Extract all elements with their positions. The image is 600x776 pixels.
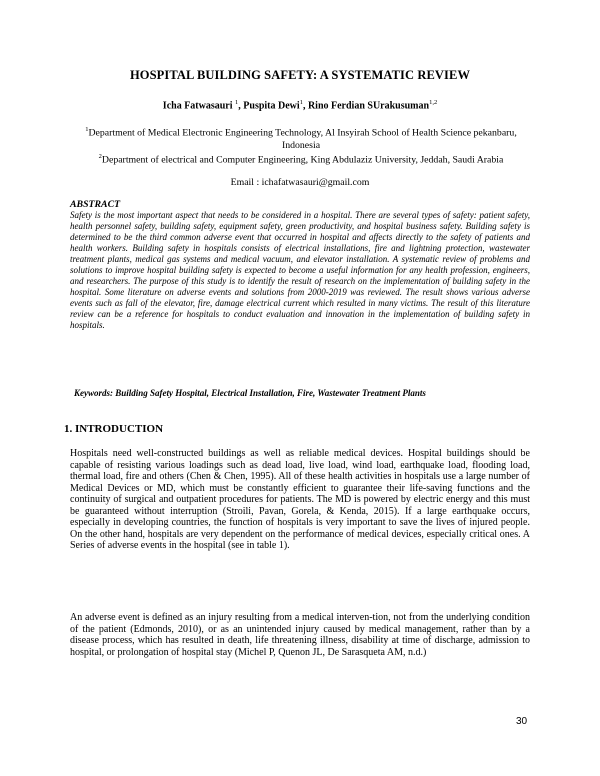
author-3-name: , Rino Ferdian SUrakusuman bbox=[302, 100, 430, 112]
abstract-heading: ABSTRACT bbox=[70, 199, 121, 210]
author-email: Email : ichafatwasauri@gmail.com bbox=[230, 177, 370, 188]
author-3-affil-mark: 1,2 bbox=[429, 99, 438, 106]
affiliation-1-text: Department of Medical Electronic Engineering Technology, Al Insyirah School of Health Science pekanbaru, Indonesia bbox=[88, 127, 517, 151]
intro-paragraph-1: Hospitals need well-constructed buildings as well as reliable medical devices. Hospital buildings should be capable of resisting various loadings such as dead load, live load, wind load, earthquake load, flooding load, thermal load, fire and others (Chen & Chen, 1995). All of these health activities in hospitals use a large number of Medical Devices or MD, which must be constantly efficient to guarantee their life-saving functions and the continuity of surgical and outpatient procedures for patients. The MD is powered by electric energy and this must be guaranteed without interruption (Stroili, Pavan, Gorela, & Kenda, 2015). If a large earthquake occurs, especially in developing countries, the function of hospitals is very important to save the lives of injured people. On the other hand, hospitals are very dependent on the performance of medical devices, especially critical ones. A Series of adverse events in the hospital (see in table 1). bbox=[70, 448, 530, 551]
affiliation-2 bbox=[66, 151, 536, 167]
affiliation-2-text: Department of electrical and Computer Engineering, King Abdulaziz University, Jeddah, Saudi Arabia bbox=[101, 154, 504, 166]
page-number: 30 bbox=[516, 716, 528, 727]
abstract-body: Safety is the most important aspect that needs to be considered in a hospital. There are several types of safety: patient safety, health personnel safety, building safety, equipment safety, green productivity, and hospital business safety. Building safety is determined to be the third common adverse event that occurred in hospital and affects directly to the safety of patients and health workers. Building safety in hospitals consists of electrical installations, fire and lightning protection, wastewater treatment plants, medical gas systems and medical vacuum, and elevator installation. A systematic review of problems and solutions to improve hospital building safety is expected to become a useful information for any health profession, engineers, and researchers. The purpose of this study is to identify the result of research on the implementation of building safety in the hospital. Some literature on adverse events and solutions from 2000-2019 was reviewed. The result shows various adverse events such as fall of the elevator, fire, damage electrical current which resulted in many victims. The result of this literature review can be a reference for hospitals to conduct evaluation and innovation in the implementation of building safety in hospitals. bbox=[70, 210, 530, 331]
author-2-affil-mark: 1 bbox=[299, 99, 303, 106]
keywords-line bbox=[74, 388, 544, 398]
author-2-name: , Puspita Dewi bbox=[238, 100, 300, 112]
section-heading: 1. INTRODUCTION bbox=[64, 423, 164, 435]
affiliation-2-mark: 2 bbox=[98, 153, 102, 160]
author-1-affil-mark: 1 bbox=[235, 99, 239, 106]
author-1-name: Icha Fatwasauri bbox=[162, 100, 236, 112]
keywords-label: Keywords: bbox=[74, 388, 116, 398]
affiliation-1-mark: 1 bbox=[85, 126, 89, 133]
affiliation-1 bbox=[66, 124, 536, 152]
paper-title: HOSPITAL BUILDING SAFETY: A SYSTEMATIC REVIEW bbox=[129, 68, 471, 82]
keywords-text: Building Safety Hospital, Electrical Installation, Fire, Wastewater Treatment Plants bbox=[115, 388, 426, 398]
intro-paragraph-2: An adverse event is defined as an injury resulting from a medical interven-tion, not from the underlying condition of the patient (Edmonds, 2010), or as an unintended injury caused by medical management, rather than by a disease process, which has resulted in death, life threatening illness, disability at time of discharge, admission to hospital, or prolongation of hospital stay (Michel P, Quenon JL, De Sarasqueta AM, n.d.) bbox=[70, 612, 530, 658]
author-list bbox=[60, 99, 540, 111]
